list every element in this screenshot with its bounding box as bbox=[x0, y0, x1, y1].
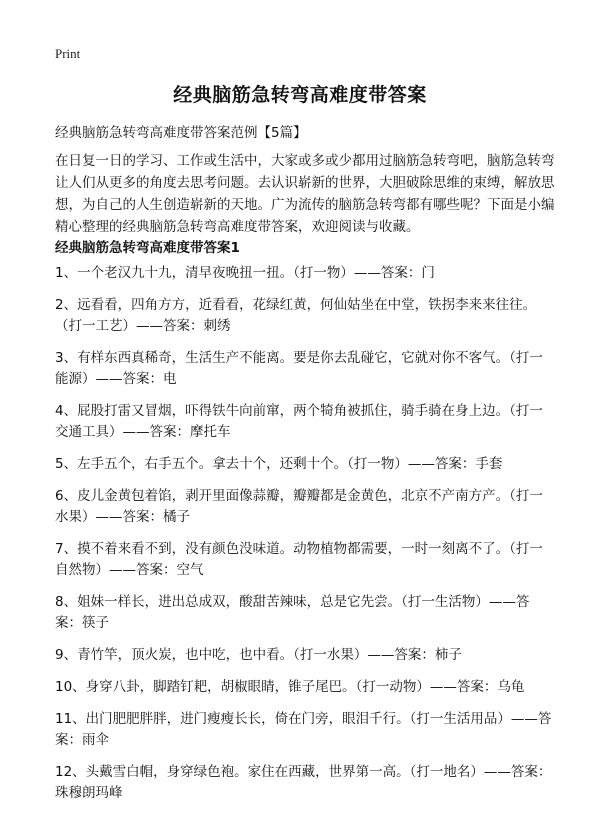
riddle-list bbox=[55, 263, 555, 815]
print-link[interactable]: Print bbox=[55, 46, 81, 61]
riddle-item: 2、远看看，四角方方，近看看，花绿红黄，何仙姑坐在中堂，铁拐李来来往往。（打一工艺）——答案：刺绣 bbox=[55, 297, 537, 334]
section-heading: 经典脑筋急转弯高难度带答案1 bbox=[55, 240, 240, 256]
riddle-item: 12、头戴雪白帽，身穿绿色袍。家住在西藏，世界第一高。（打一地名）——答案：珠穆朗玛峰 bbox=[55, 764, 552, 801]
riddle-item: 11、出门肥肥胖胖，进门瘦瘦长长，倚在门旁，眼泪千行。（打一生活用品）——答案：雨伞 bbox=[55, 711, 552, 748]
riddle-item: 1、一个老汉九十九，清早夜晚扭一扭。（打一物）——答案：门 bbox=[55, 265, 435, 281]
document-subtitle: 经典脑筋急转弯高难度带答案范例【5篇】 bbox=[55, 125, 307, 141]
riddle-item: 6、皮儿金黄包着馅，剥开里面像蒜瓣，瓣瓣都是金黄色，北京不产南方产。（打一水果）——答案：橘子 bbox=[55, 488, 543, 525]
riddle-item: 3、有样东西真稀奇，生活生产不能离。要是你去乱碰它，它就对你不客气。（打一能源）——答案：电 bbox=[55, 350, 543, 387]
riddle-item: 7、摸不着来看不到，没有颜色没味道。动物植物都需要，一时一刻离不了。（打一自然物）——答案：空气 bbox=[55, 541, 543, 578]
riddle-item: 9、青竹竿，顶火炭，也中吃，也中看。（打一水果）——答案：柿子 bbox=[55, 647, 462, 663]
riddle-item: 10、身穿八卦，脚踏钉耙，胡椒眼睛，锥子尾巴。（打一动物）——答案：乌龟 bbox=[55, 679, 525, 695]
document-title: 经典脑筋急转弯高难度带答案 bbox=[173, 84, 427, 106]
intro-paragraph: 在日复一日的学习、工作或生活中，大家或多或少都用过脑筋急转弯吧，脑筋急转弯让人们从更多的角度去思考问题。去认识崭新的世界，大胆破除思维的束缚，解放思想，为自己的人生创造崭新的天地。广为流传的脑筋急转弯都有哪些呢？下面是小编精心整理的经典脑筋急转弯高难度带答案，欢迎阅读与收藏。 bbox=[55, 153, 555, 235]
riddle-item: 8、姐妹一样长，进出总成双，酸甜苦辣味，总是它先尝。（打一生活物）——答案：筷子 bbox=[55, 594, 530, 631]
riddle-item: 4、屁股打雷又冒烟，吓得铁牛向前窜，两个犄角被抓住，骑手骑在身上边。（打一交通工具）——答案：摩托车 bbox=[55, 403, 543, 440]
riddle-item: 5、左手五个，右手五个。拿去十个，还剩十个。（打一物）——答案：手套 bbox=[55, 456, 503, 472]
